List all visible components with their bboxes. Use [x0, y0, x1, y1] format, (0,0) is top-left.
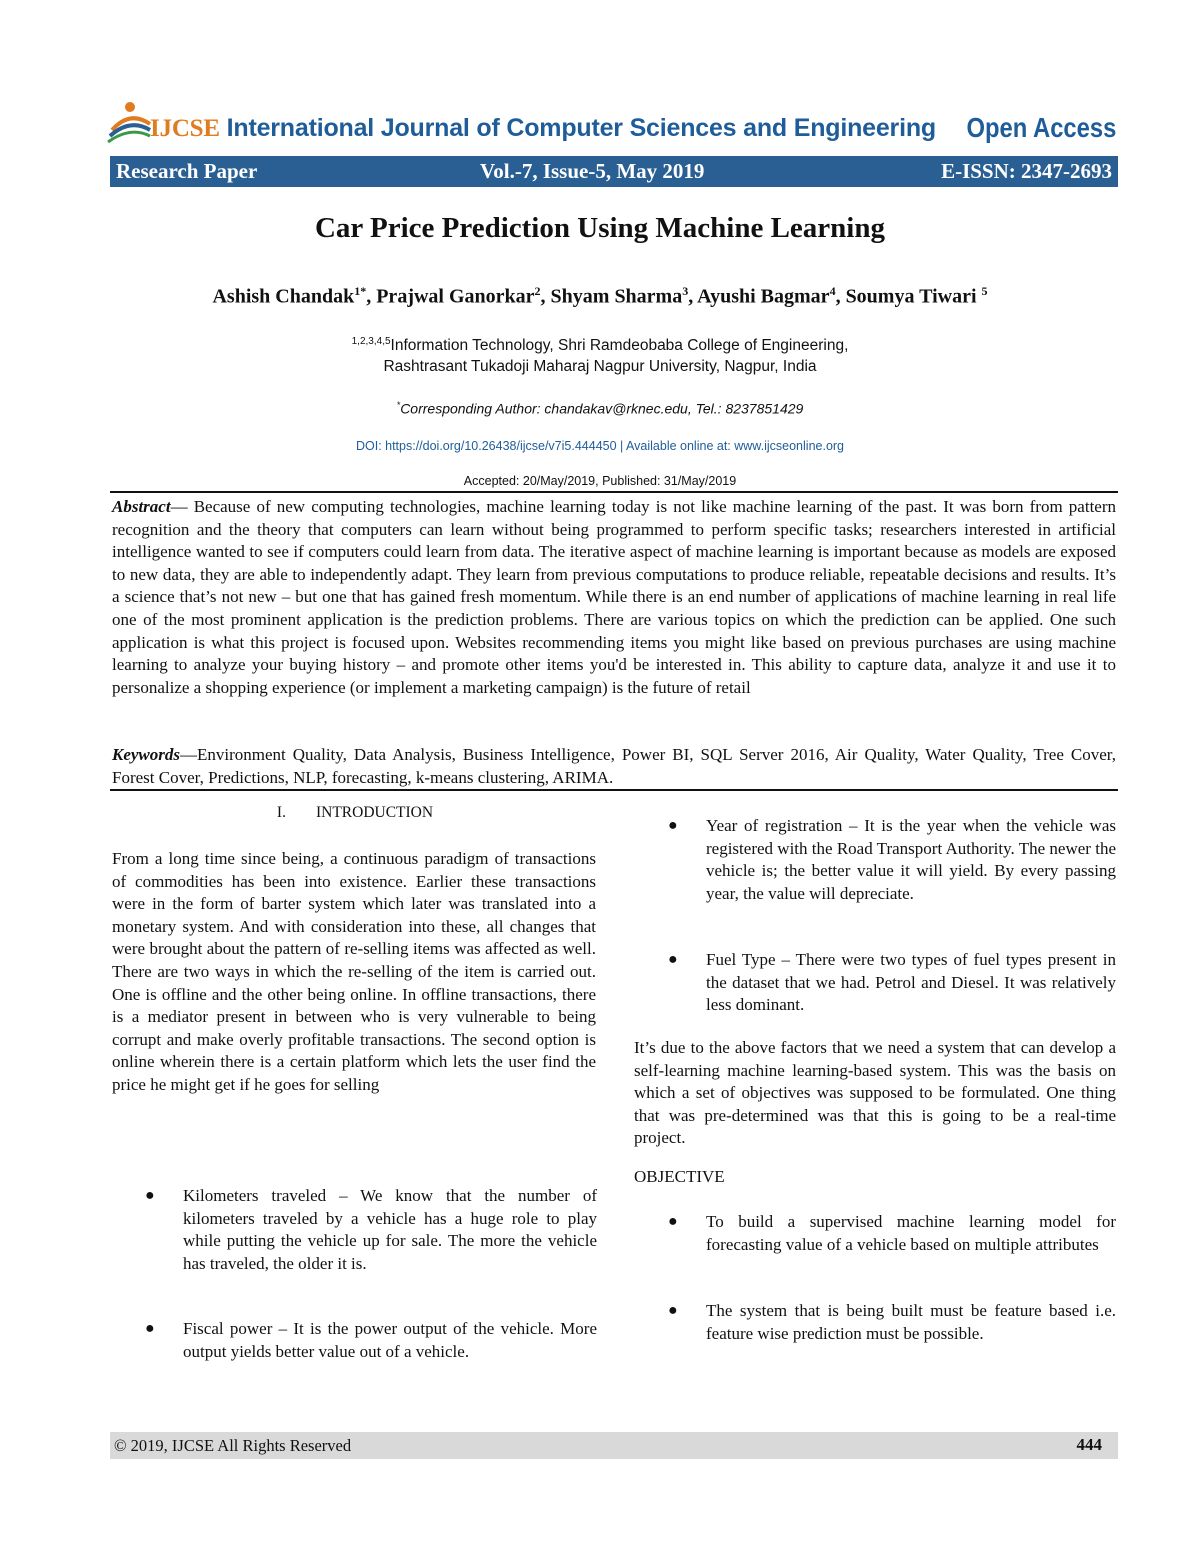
journal-logo-icon: [106, 100, 154, 144]
issue-banner: [110, 156, 1118, 187]
author-superscript: 3: [682, 284, 689, 298]
copyright: © 2019, IJCSE All Rights Reserved: [114, 1436, 352, 1455]
corresponding-author: *Corresponding Author: chandakav@rknec.edu, Tel.: 8237851429: [396, 400, 804, 417]
bullet-icon: ●: [668, 1302, 678, 1319]
author-name: Prajwal Ganorkar: [376, 285, 535, 308]
author-separator: ,: [835, 285, 846, 308]
keywords-text: —Environment Quality, Data Analysis, Business Intelligence, Power BI, SQL Server 2016, Air Quality, Water Quality, Tree Cover, Forest Cover, Predictions, NLP, forecasting, k-means clustering, ARIMA.: [112, 745, 1116, 787]
bullet-icon: ●: [145, 1320, 155, 1337]
author-list: [0, 284, 1200, 309]
keywords: [112, 744, 1116, 789]
open-access-label: Open Access: [966, 112, 1116, 143]
author-separator: ,: [688, 285, 698, 308]
section-heading-introduction: I. INTRODUCTION: [276, 804, 434, 821]
author-name: Ayushi Bagmar: [697, 285, 830, 308]
journal-name: International Journal of Computer Sciences and Engineering: [226, 114, 936, 142]
author-separator: ,: [540, 285, 551, 308]
keywords-label: Keywords: [112, 745, 180, 764]
abstract-label: Abstract: [112, 497, 171, 516]
volume-issue: Vol.-7, Issue-5, May 2019: [480, 159, 705, 183]
author-name: Soumya Tiwari: [845, 285, 982, 308]
divider-top: [110, 491, 1118, 493]
bullet-icon: ●: [668, 951, 678, 968]
author-superscript: 1*: [354, 284, 367, 298]
abstract-text: — Because of new computing technologies, machine learning today is not like machine learning of the past. It was born from pattern recognition and the theory that computers can learn without being programmed to perform specific tasks; researchers interested in artificial intelligence wanted to see if computers could learn from data. The iterative aspect of machine learning is important because as models are exposed to new data, they are able to independently adapt. They learn from previous computations to produce reliable, repeatable decisions and results. It’s a science that’s not new – but one that has gained fresh momentum. While there is an end number of applications of machine learning in real life one of the most prominent application is the prediction problems. There are various topics on which the prediction can be applied. One such application is what this project is focused upon. Websites recommending items you might like based on previous purchases are using machine learning to analyze your buying history – and promote other items you'd be interested in. This ability to capture data, analyze it and use it to personalize a shopping experience (or implement a marketing campaign) is the future of retail: [112, 497, 1116, 697]
affiliation-line-2: Rashtrasant Tukadoji Maharaj Nagpur University, Nagpur, India: [383, 358, 817, 375]
introduction-paragraph: From a long time since being, a continuous paradigm of transactions of commodities has been into existence. Earlier these transactions were in the form of barter system which later was translated into a monetary system. And with consideration into these, all changes that were brought about the pattern of re-selling items was affected as well. There are two ways in which the re-selling of the item is carried out. One is offline and the other being online. In offline transactions, there is a mediator present in between who is very vulnerable to being corrupt and make overly profitable transactions. The second option is online wherein there is a certain platform which lets the user find the price he might get if he goes for selling: [112, 849, 596, 1094]
affiliation-superscript: 1,2,3,4,5: [351, 336, 391, 347]
page-number: 444: [1076, 1435, 1102, 1454]
author-separator: ,: [366, 285, 377, 308]
author-superscript: 2: [534, 284, 541, 298]
divider-bottom: [110, 789, 1118, 791]
affiliation-line-1: $^{1,2,3,4,5}$Information Technology, Shri Ramdeobaba College of Engineering,: [351, 336, 849, 355]
section-heading-objective: OBJECTIVE: [634, 1167, 725, 1186]
bullet-icon: ●: [668, 817, 678, 834]
page-footer: [110, 1432, 1118, 1459]
bullet-icon: ●: [145, 1187, 155, 1204]
author-name: Shyam Sharma: [550, 285, 683, 308]
paper-title: Car Price Prediction Using Machine Learning: [314, 212, 885, 244]
author-superscript: 4: [829, 284, 836, 298]
author-name: Ashish Chandak: [212, 285, 355, 308]
paper-type: Research Paper: [116, 159, 258, 183]
publication-dates: Accepted: 20/May/2019, Published: 31/May/2019: [463, 474, 737, 488]
issn: E-ISSN: 2347-2693: [941, 159, 1112, 183]
journal-title: [150, 114, 936, 143]
doi-link[interactable]: DOI: https://doi.org/10.26438/ijcse/v7i5.444450 | Available online at: www.ijcseonline.org: [355, 439, 845, 453]
abstract: [112, 496, 1116, 699]
author-superscript: 5: [981, 284, 988, 298]
journal-logo-text: IJCSE: [150, 115, 220, 142]
factors-paragraph: It’s due to the above factors that we need a system that can develop a self-learning machine learning-based system. This was the basis on which a set of objectives was supposed to be formulated. One thing that was pre-determined was that this is going to be a real-time project.: [634, 1038, 1116, 1148]
bullet-icon: ●: [668, 1213, 678, 1230]
